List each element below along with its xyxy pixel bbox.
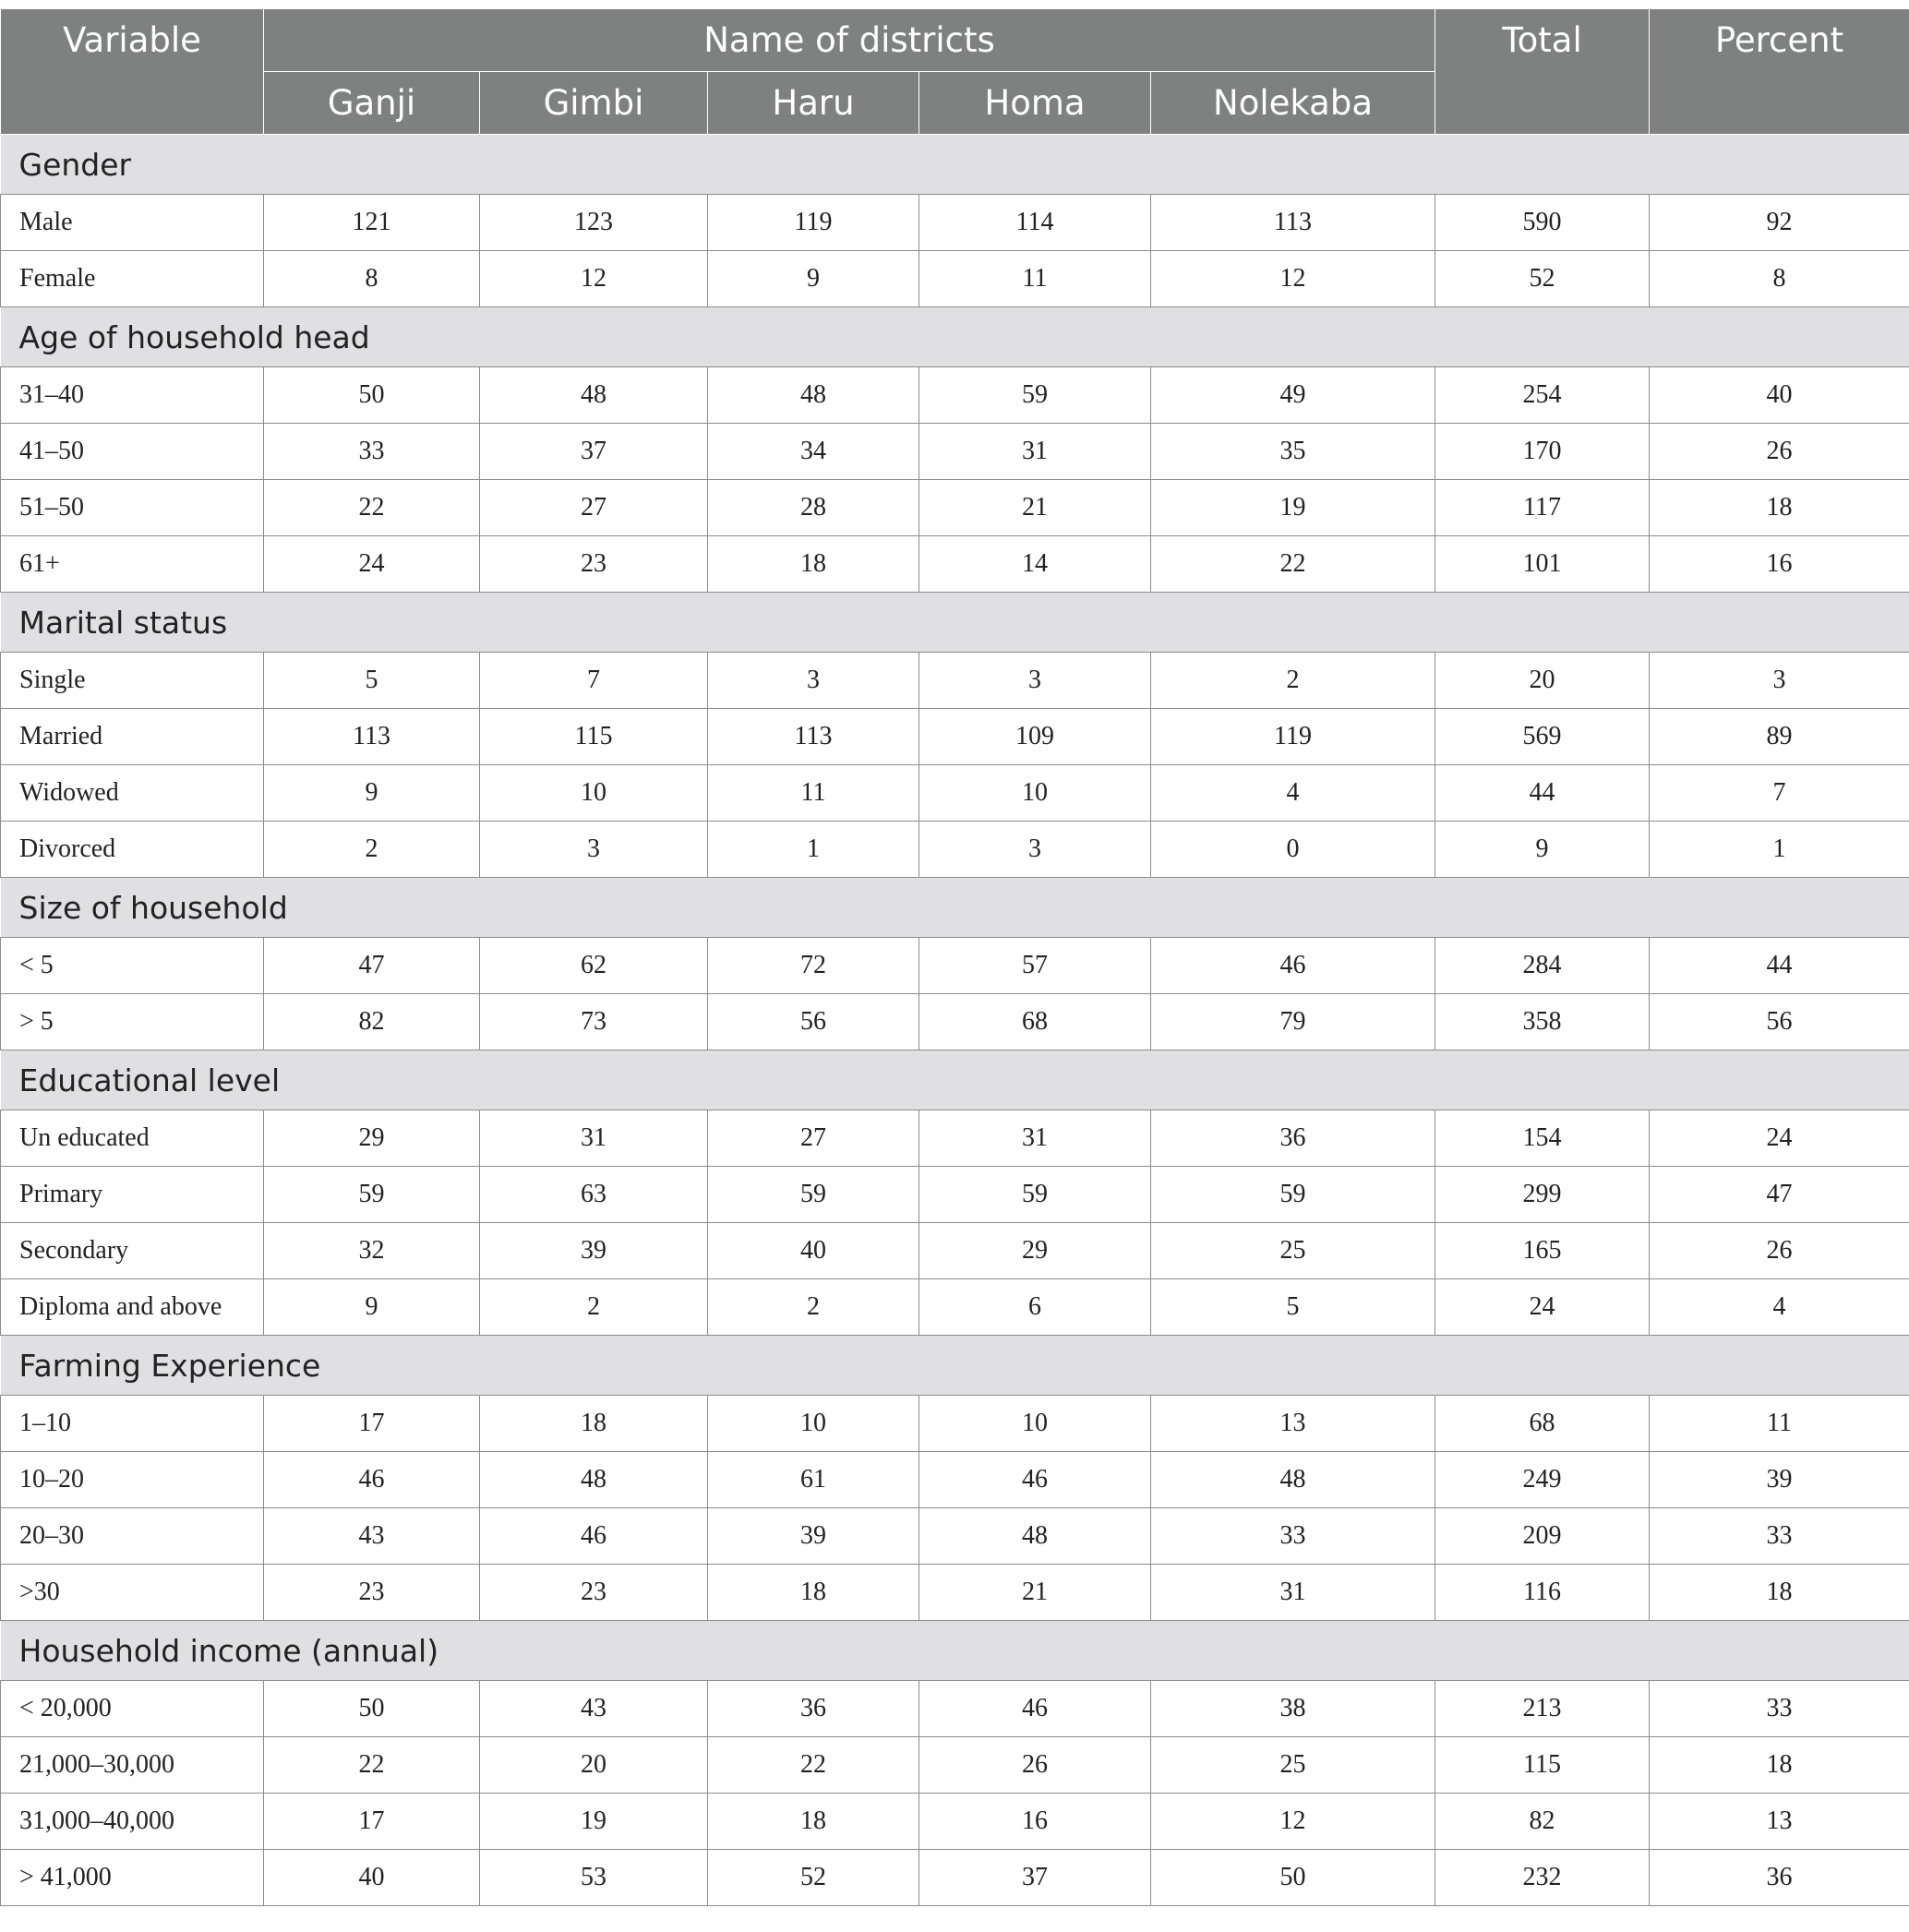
row-label: Divorced	[1, 822, 264, 878]
table-cell: 14	[919, 536, 1151, 593]
row-label: > 41,000	[1, 1850, 264, 1906]
table-row	[1, 251, 1909, 307]
section-title: Household income (annual)	[1, 1621, 1909, 1681]
table-row	[1, 1681, 1909, 1737]
table-cell: 27	[708, 1110, 919, 1167]
table-cell: 254	[1435, 367, 1650, 424]
table-cell: 4	[1650, 1279, 1909, 1336]
table-cell: 358	[1435, 994, 1650, 1050]
table-row	[1, 1565, 1909, 1621]
table-cell: 43	[480, 1681, 708, 1737]
table-cell: 48	[480, 1452, 708, 1508]
table-cell: 2	[708, 1279, 919, 1336]
table-cell: 5	[264, 653, 480, 709]
table-cell: 24	[264, 536, 480, 593]
table-cell: 299	[1435, 1167, 1650, 1223]
table-cell: 44	[1650, 938, 1909, 994]
table-cell: 119	[708, 195, 919, 251]
table-row	[1, 938, 1909, 994]
table-row	[1, 709, 1909, 765]
table-cell: 19	[1151, 480, 1435, 536]
table-cell: 117	[1435, 480, 1650, 536]
table-cell: 50	[1151, 1850, 1435, 1906]
table-row	[1, 653, 1909, 709]
table-cell: 109	[919, 709, 1151, 765]
table-cell: 37	[919, 1850, 1151, 1906]
table-cell: 115	[480, 709, 708, 765]
row-label: 51–50	[1, 480, 264, 536]
table-cell: 8	[1650, 251, 1909, 307]
table-cell: 9	[264, 765, 480, 822]
table-cell: 21	[919, 1565, 1151, 1621]
table-cell: 3	[1650, 653, 1909, 709]
table-cell: 20	[480, 1737, 708, 1794]
row-label: Primary	[1, 1167, 264, 1223]
table-cell: 29	[919, 1223, 1151, 1279]
table-cell: 33	[1650, 1508, 1909, 1565]
table-cell: 40	[264, 1850, 480, 1906]
row-label: 31,000–40,000	[1, 1794, 264, 1850]
header-districts-group: Name of districts	[264, 9, 1435, 72]
table-cell: 36	[1151, 1110, 1435, 1167]
table-cell: 115	[1435, 1737, 1650, 1794]
table-cell: 1	[1650, 822, 1909, 878]
section-header-row	[1, 1336, 1909, 1396]
table-row	[1, 367, 1909, 424]
section-header-row	[1, 878, 1909, 938]
table-cell: 13	[1151, 1396, 1435, 1452]
table-cell: 213	[1435, 1681, 1650, 1737]
header-percent: Percent	[1650, 9, 1909, 135]
table-cell: 39	[708, 1508, 919, 1565]
table-cell: 1	[708, 822, 919, 878]
table-cell: 24	[1435, 1279, 1650, 1336]
table-cell: 10	[919, 1396, 1151, 1452]
table-cell: 33	[264, 424, 480, 480]
table-row	[1, 1110, 1909, 1167]
table-cell: 40	[708, 1223, 919, 1279]
table-row	[1, 994, 1909, 1050]
table-cell: 10	[708, 1396, 919, 1452]
table-cell: 9	[1435, 822, 1650, 878]
table-cell: 20	[1435, 653, 1650, 709]
table-cell: 53	[480, 1850, 708, 1906]
table-cell: 7	[480, 653, 708, 709]
table-cell: 119	[1151, 709, 1435, 765]
table-cell: 33	[1151, 1508, 1435, 1565]
table-cell: 209	[1435, 1508, 1650, 1565]
table-header	[1, 9, 1909, 135]
table-cell: 3	[919, 822, 1151, 878]
row-label: Female	[1, 251, 264, 307]
table-cell: 36	[1650, 1850, 1909, 1906]
table-cell: 23	[480, 536, 708, 593]
table-cell: 59	[1151, 1167, 1435, 1223]
table-cell: 6	[919, 1279, 1151, 1336]
table-row	[1, 1452, 1909, 1508]
table-cell: 9	[708, 251, 919, 307]
row-label: Single	[1, 653, 264, 709]
table-cell: 68	[1435, 1396, 1650, 1452]
table-cell: 113	[708, 709, 919, 765]
section-title: Farming Experience	[1, 1336, 1909, 1396]
table-cell: 59	[264, 1167, 480, 1223]
table-cell: 101	[1435, 536, 1650, 593]
row-label: Un educated	[1, 1110, 264, 1167]
section-header-row	[1, 1050, 1909, 1110]
table-cell: 26	[919, 1737, 1151, 1794]
table-cell: 12	[480, 251, 708, 307]
table-cell: 44	[1435, 765, 1650, 822]
table-cell: 18	[708, 1565, 919, 1621]
table-cell: 48	[480, 367, 708, 424]
row-label: Married	[1, 709, 264, 765]
table-cell: 59	[708, 1167, 919, 1223]
table-cell: 38	[1151, 1681, 1435, 1737]
table-cell: 36	[708, 1681, 919, 1737]
table-cell: 24	[1650, 1110, 1909, 1167]
section-title: Gender	[1, 135, 1909, 195]
table-cell: 19	[480, 1794, 708, 1850]
table-cell: 79	[1151, 994, 1435, 1050]
table-cell: 62	[480, 938, 708, 994]
table-cell: 12	[1151, 251, 1435, 307]
table-cell: 11	[1650, 1396, 1909, 1452]
table-cell: 34	[708, 424, 919, 480]
table-cell: 40	[1650, 367, 1909, 424]
table-cell: 165	[1435, 1223, 1650, 1279]
table-cell: 17	[264, 1396, 480, 1452]
table-cell: 33	[1650, 1681, 1909, 1737]
row-label: 41–50	[1, 424, 264, 480]
table-cell: 170	[1435, 424, 1650, 480]
table-cell: 48	[708, 367, 919, 424]
table-cell: 49	[1151, 367, 1435, 424]
table-cell: 4	[1151, 765, 1435, 822]
row-label: 10–20	[1, 1452, 264, 1508]
table-cell: 590	[1435, 195, 1650, 251]
row-label: 61+	[1, 536, 264, 593]
header-district-ganji: Ganji	[264, 72, 480, 135]
table-cell: 63	[480, 1167, 708, 1223]
table-cell: 2	[480, 1279, 708, 1336]
table-cell: 113	[264, 709, 480, 765]
table-body	[1, 135, 1909, 1906]
row-label: > 5	[1, 994, 264, 1050]
table-cell: 82	[264, 994, 480, 1050]
table-cell: 50	[264, 367, 480, 424]
table-row	[1, 765, 1909, 822]
table-cell: 31	[480, 1110, 708, 1167]
table-cell: 46	[1151, 938, 1435, 994]
table-cell: 10	[480, 765, 708, 822]
table-cell: 35	[1151, 424, 1435, 480]
table-cell: 56	[708, 994, 919, 1050]
header-total: Total	[1435, 9, 1650, 135]
header-district-haru: Haru	[708, 72, 919, 135]
table-cell: 46	[919, 1681, 1151, 1737]
table-cell: 18	[1650, 1737, 1909, 1794]
section-title: Marital status	[1, 593, 1909, 653]
table-cell: 48	[919, 1508, 1151, 1565]
table-cell: 12	[1151, 1794, 1435, 1850]
table-cell: 46	[919, 1452, 1151, 1508]
table-cell: 9	[264, 1279, 480, 1336]
table-cell: 18	[1650, 1565, 1909, 1621]
table-cell: 73	[480, 994, 708, 1050]
row-label: 31–40	[1, 367, 264, 424]
table-cell: 21	[919, 480, 1151, 536]
table-cell: 123	[480, 195, 708, 251]
table-cell: 18	[1650, 480, 1909, 536]
section-title: Size of household	[1, 878, 1909, 938]
table-cell: 3	[480, 822, 708, 878]
table-cell: 92	[1650, 195, 1909, 251]
table-cell: 22	[264, 1737, 480, 1794]
table-cell: 569	[1435, 709, 1650, 765]
row-label: 1–10	[1, 1396, 264, 1452]
row-label: >30	[1, 1565, 264, 1621]
table-cell: 154	[1435, 1110, 1650, 1167]
table-cell: 284	[1435, 938, 1650, 994]
table-cell: 82	[1435, 1794, 1650, 1850]
table-cell: 25	[1151, 1223, 1435, 1279]
table-cell: 26	[1650, 424, 1909, 480]
table-cell: 18	[480, 1396, 708, 1452]
table-cell: 48	[1151, 1452, 1435, 1508]
table-cell: 39	[480, 1223, 708, 1279]
table-cell: 249	[1435, 1452, 1650, 1508]
section-title: Age of household head	[1, 307, 1909, 367]
header-district-homa: Homa	[919, 72, 1151, 135]
table-cell: 46	[264, 1452, 480, 1508]
table-row	[1, 1737, 1909, 1794]
section-title: Educational level	[1, 1050, 1909, 1110]
table-cell: 72	[708, 938, 919, 994]
table-cell: 2	[1151, 653, 1435, 709]
table-cell: 0	[1151, 822, 1435, 878]
table-cell: 31	[919, 424, 1151, 480]
table-row	[1, 1279, 1909, 1336]
table-cell: 8	[264, 251, 480, 307]
row-label: < 5	[1, 938, 264, 994]
table-cell: 27	[480, 480, 708, 536]
table-cell: 59	[919, 1167, 1151, 1223]
table-row	[1, 1794, 1909, 1850]
table-cell: 7	[1650, 765, 1909, 822]
table-cell: 61	[708, 1452, 919, 1508]
table-cell: 114	[919, 195, 1151, 251]
table-cell: 25	[1151, 1737, 1435, 1794]
table-cell: 13	[1650, 1794, 1909, 1850]
table-cell: 50	[264, 1681, 480, 1737]
table-cell: 17	[264, 1794, 480, 1850]
table-cell: 113	[1151, 195, 1435, 251]
table-cell: 68	[919, 994, 1151, 1050]
table-row	[1, 1396, 1909, 1452]
row-label: Secondary	[1, 1223, 264, 1279]
table-row	[1, 822, 1909, 878]
table-cell: 31	[1151, 1565, 1435, 1621]
table-cell: 31	[919, 1110, 1151, 1167]
row-label: Male	[1, 195, 264, 251]
table-cell: 37	[480, 424, 708, 480]
table-row	[1, 536, 1909, 593]
table-cell: 232	[1435, 1850, 1650, 1906]
table-cell: 26	[1650, 1223, 1909, 1279]
section-header-row	[1, 307, 1909, 367]
table-cell: 10	[919, 765, 1151, 822]
row-label: < 20,000	[1, 1681, 264, 1737]
table-cell: 59	[919, 367, 1151, 424]
table-cell: 3	[919, 653, 1151, 709]
table-cell: 116	[1435, 1565, 1650, 1621]
table-cell: 22	[264, 480, 480, 536]
row-label: 20–30	[1, 1508, 264, 1565]
table-cell: 22	[708, 1737, 919, 1794]
section-header-row	[1, 1621, 1909, 1681]
row-label: 21,000–30,000	[1, 1737, 264, 1794]
header-district-gimbi: Gimbi	[480, 72, 708, 135]
table-cell: 18	[708, 536, 919, 593]
table-cell: 47	[264, 938, 480, 994]
table-row	[1, 480, 1909, 536]
table-cell: 52	[708, 1850, 919, 1906]
section-header-row	[1, 593, 1909, 653]
table-cell: 29	[264, 1110, 480, 1167]
table-row	[1, 195, 1909, 251]
table-cell: 56	[1650, 994, 1909, 1050]
table-cell: 3	[708, 653, 919, 709]
table-cell: 39	[1650, 1452, 1909, 1508]
table-cell: 32	[264, 1223, 480, 1279]
table-cell: 89	[1650, 709, 1909, 765]
demographics-table	[0, 8, 1909, 1906]
table-cell: 23	[264, 1565, 480, 1621]
table-cell: 23	[480, 1565, 708, 1621]
header-variable: Variable	[1, 9, 264, 135]
section-header-row	[1, 135, 1909, 195]
table-cell: 43	[264, 1508, 480, 1565]
table-cell: 47	[1650, 1167, 1909, 1223]
table-cell: 5	[1151, 1279, 1435, 1336]
table-cell: 121	[264, 195, 480, 251]
table-row	[1, 424, 1909, 480]
table-row	[1, 1508, 1909, 1565]
table-cell: 11	[708, 765, 919, 822]
table-cell: 28	[708, 480, 919, 536]
table-row	[1, 1850, 1909, 1906]
table-cell: 16	[919, 1794, 1151, 1850]
table-cell: 52	[1435, 251, 1650, 307]
table-row	[1, 1167, 1909, 1223]
table-cell: 11	[919, 251, 1151, 307]
row-label: Diploma and above	[1, 1279, 264, 1336]
row-label: Widowed	[1, 765, 264, 822]
header-district-nolekaba: Nolekaba	[1151, 72, 1435, 135]
table-cell: 22	[1151, 536, 1435, 593]
table-cell: 46	[480, 1508, 708, 1565]
table-cell: 57	[919, 938, 1151, 994]
table-cell: 16	[1650, 536, 1909, 593]
table-cell: 18	[708, 1794, 919, 1850]
table-cell: 2	[264, 822, 480, 878]
table-row	[1, 1223, 1909, 1279]
